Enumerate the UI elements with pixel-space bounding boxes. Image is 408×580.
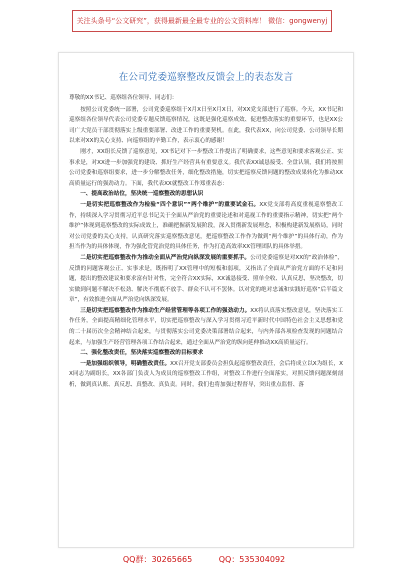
subsection-4-lead: 一是加强组织领导，明确整改责任。 [80,360,171,367]
section-heading-1: 一、提高政治站位，坚决统一巡察整改的思想认识 [80,191,204,198]
subsection-2-text: 公司党委巡察是对XX的“政治体检”，反馈的问题客观公正、实事求是，既指明了XX管理中的短板和弱项，又指出了全面从严治党方面的不足和问题，提出的整改建议和要求富有针对性，完全符合XX实际，XX诚恳接受、照单全收、认真反思，坚决整改，切实做到问题不解决不松劲、解决不彻底不放手、群众不认可不罢休。以对党的绝对忠诚和实践好巡察“后半篇文章”，有效推进全面从严治党向纵深发展。 [69,254,343,304]
subsection-2-lead: 二是切实把巡察整改作为推动全面从严治党向纵深发展的重要抓手。 [80,254,251,261]
subsection-4-text: XX召开党支部委员会担负起巡察整改责任，会后将成立以X为组长，XX同志为副组长，XX各部门负责人为成员的巡察整改工作组，对整改工作进行全面落实，对照反馈问题深刻剖析，做到真认账、真反思、真整改、真负责。同时，我们也将加强过程督导，突出重点监督、落 [69,360,343,389]
subsection-3 [69,306,343,348]
paragraph-statement: 刚才，XX组长反馈了巡察意见，XX书记对下一步整改工作提出了明确要求，这些意见和要求客观公正、实事求是，对XX进一步加强党的建设、抓好生产经营具有重要意义。我代表XX诚恳接受、全盘认领，我们将按照公司党委和巡察组要求，进一步分解整改任务，细化整改措施，切实把巡察反馈问题的整改成果转化为推动XX高质量运行的强劲动力。下面，我代表XX就整改工作郑重表态： [69,148,343,187]
qq-group-label: QQ群：30265665 [122,555,193,564]
subsection-3-lead: 三是切实把巡察整改作为推动生产经营管理等各项工作的强劲动力。 [80,307,251,314]
subsection-1-text: XX党支部将高度重视巡察整改工作，持续深入学习贯彻习近平总书记关于全面从严治党的重要论述和对巡视工作的重要指示精神，切实把“两个维护”体现到巡察整改的实际成效上，准确把握新发展阶段，深入贯彻新发展理念，积极构建新发展格局，同时对公司党委的关心支持，认真研究落实巡察整改意见，把巡察整改工作作为做到“两个维护”的具体行动，作为担当作为的具体体现，作为强化管党治党的具体任务，作为打造高效率XX管理团队的具体举措。 [69,201,343,251]
subsection-3-text: XX将认真落实整改意见，坚决落实工作任务，全面提高精细化管理水平，切实把巡察整改与深入学习贯彻习近平新时代中国特色社会主义思想和党的二十届历次全会精神结合起来，与贯彻落实公司党委决策部署结合起来，与内外部各项检查发现的问题结合起来，与加强生产经营管理各项工作结合起来，通过全面从严治党的纵向延伸推动XX高质量运行。 [69,307,343,346]
subsection-1 [69,200,343,253]
subsection-1-lead: 一是切实把巡察整改作为检验“四个意识”“两个维护”的重要试金石。 [80,201,260,208]
paragraph-intro: 按照公司党委统一部署，公司党委巡察组于X月X日至X月X日，对XX党支部进行了巡察。今天，XX书记和巡察组各位领导代表公司党委专题反馈巡察情况，这既是强化巡察成效、促进整改落实的重要环节，也是XX公司广大党员干部贯彻落实上级重要部署、改进工作的重要契机。在此，我代表XX，向公司党委、公司领导长期以来对XX的关心支持、向巡察组的辛勤工作，表示衷心的感谢！ [69,106,343,145]
document-page [58,52,354,548]
salutation: 尊敬的XX书记、巡察组各位领导、同志们： [69,95,178,101]
subsection-4 [69,359,343,391]
section-heading-2: 二、强化整改责任，坚决落实巡察整改的目标要求 [80,350,204,357]
promo-banner: 关注头条号“公文研究”，获得最新最全最专业的公文资料库！ 微信：gongwenyj [72,10,332,32]
page-title: 在公司党委巡察整改反馈会上的表态发言 [118,72,294,83]
contact-footer [0,551,408,569]
qq-contact-label: QQ：535304092 [218,555,286,564]
subsection-2 [69,253,343,306]
